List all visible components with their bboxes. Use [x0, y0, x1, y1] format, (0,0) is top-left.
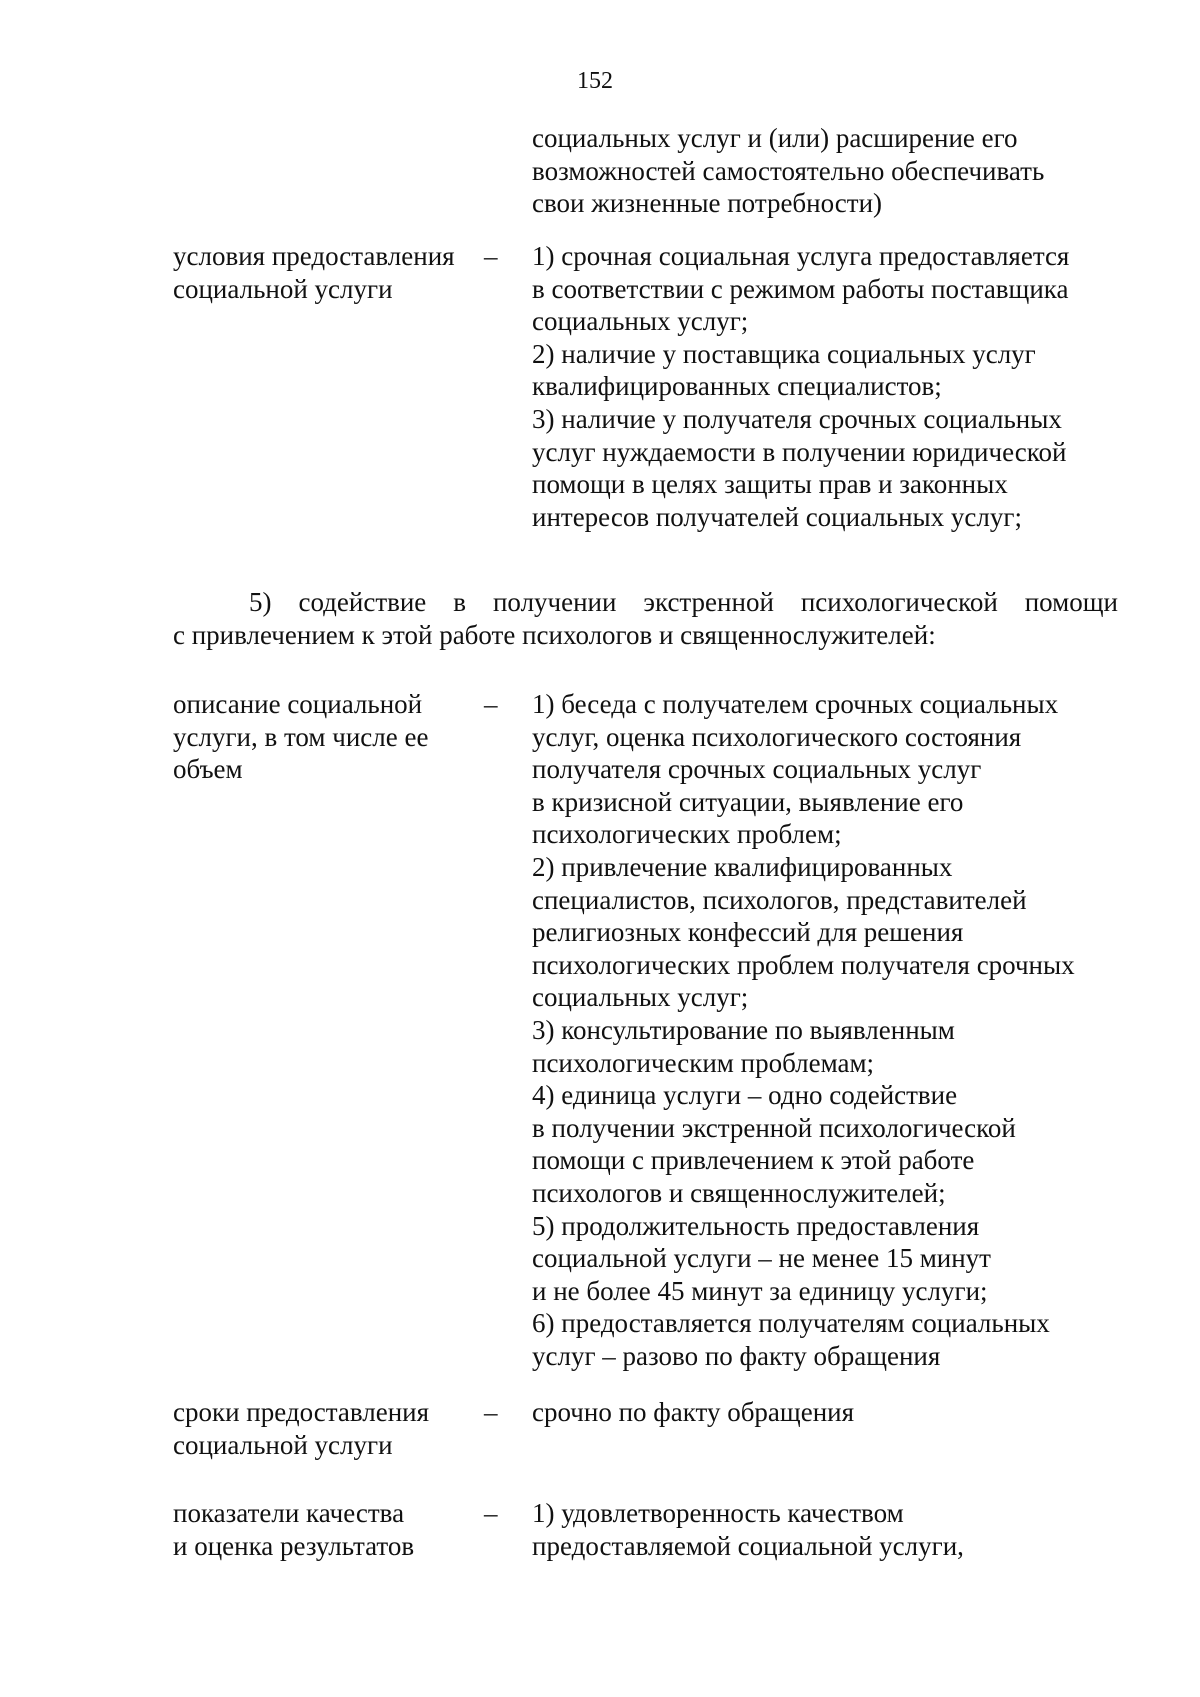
value-line: в получении экстренной психологической [532, 1112, 1016, 1143]
label-line: объем [173, 754, 243, 785]
value-line: 4) единица услуги – одно содействие [532, 1080, 958, 1111]
label-line: показатели качества [173, 1498, 405, 1528]
description-value [532, 688, 1132, 1372]
value-line: срочно по факту обращения [532, 1397, 855, 1427]
value-line: психологических проблем; [532, 819, 842, 850]
service-heading-paragraph [173, 586, 1118, 652]
value-line: психологическим проблемам; [532, 1047, 875, 1078]
dash-separator: – [484, 1397, 498, 1427]
value-line: 5) продолжительность предоставления [532, 1210, 980, 1241]
value-line: 3) наличие у получателя срочных социальных [532, 403, 1062, 434]
value-line: в кризисной ситуации, выявление его [532, 786, 964, 817]
continuation-text [532, 122, 1132, 220]
value-line: социальной услуги – не менее 15 минут [532, 1243, 991, 1274]
heading-line: с привлечением к этой работе психологов и священнослужителей: [173, 620, 936, 650]
value-line: в соответствии с режимом работы поставщика [532, 273, 1069, 304]
value-line: психологов и священнослужителей; [532, 1177, 946, 1208]
dash-separator: – [484, 689, 498, 719]
conditions-value [532, 240, 1132, 533]
value-line: получателя срочных социальных услуг [532, 754, 982, 785]
value-line: услуг, оценка психологического состояния [532, 721, 1022, 752]
label-line: социальной услуги [173, 273, 393, 304]
label-line: социальной услуги [173, 1429, 393, 1460]
text-line: возможностей самостоятельно обеспечивать [532, 155, 1045, 186]
label-line: сроки предоставления [173, 1397, 430, 1427]
value-line: 1) удовлетворенность качеством [532, 1498, 904, 1528]
value-line: 2) наличие у поставщика социальных услуг [532, 338, 1036, 369]
label-line: описание социальной [173, 689, 423, 719]
value-line: религиозных конфессий для решения [532, 917, 964, 948]
value-line: квалифицированных специалистов; [532, 371, 942, 402]
quality-label [173, 1497, 473, 1562]
value-line: интересов получателей социальных услуг; [532, 501, 1022, 532]
value-line: 6) предоставляется получателям социальных [532, 1308, 1050, 1339]
text-line: свои жизненные потребности) [532, 188, 883, 219]
quality-value [532, 1497, 1132, 1562]
page-number: 152 [577, 68, 613, 94]
value-line: социальных услуг; [532, 306, 749, 337]
terms-label [173, 1396, 473, 1461]
value-line: помощи с привлечением к этой работе [532, 1145, 975, 1176]
label-line: услуги, в том числе ее [173, 721, 429, 752]
label-line: условия предоставления [173, 241, 455, 271]
value-line: и не более 45 минут за единицу услуги; [532, 1275, 988, 1306]
dash-separator: – [484, 1498, 498, 1528]
value-line: предоставляемой социальной услуги, [532, 1530, 964, 1561]
value-line: услуг – разово по факту обращения [532, 1340, 941, 1371]
text-line: социальных услуг и (или) расширение его [532, 123, 1018, 153]
value-line: услуг нуждаемости в получении юридической [532, 436, 1067, 467]
value-line: специалистов, психологов, представителей [532, 884, 1027, 915]
heading-line: 5) содействие в получении экстренной психологической помощи [249, 587, 1118, 617]
value-line: помощи в целях защиты прав и законных [532, 469, 1008, 500]
dash-separator: – [484, 241, 498, 271]
label-line: и оценка результатов [173, 1530, 415, 1561]
value-line: психологических проблем получателя срочных [532, 949, 1075, 980]
terms-value [532, 1396, 1132, 1429]
conditions-label [173, 240, 473, 305]
description-label [173, 688, 473, 786]
value-line: 3) консультирование по выявленным [532, 1014, 955, 1045]
value-line: социальных услуг; [532, 982, 749, 1013]
value-line: 2) привлечение квалифицированных [532, 851, 953, 882]
value-line: 1) беседа с получателем срочных социальных [532, 689, 1059, 719]
value-line: 1) срочная социальная услуга предоставляется [532, 241, 1070, 271]
